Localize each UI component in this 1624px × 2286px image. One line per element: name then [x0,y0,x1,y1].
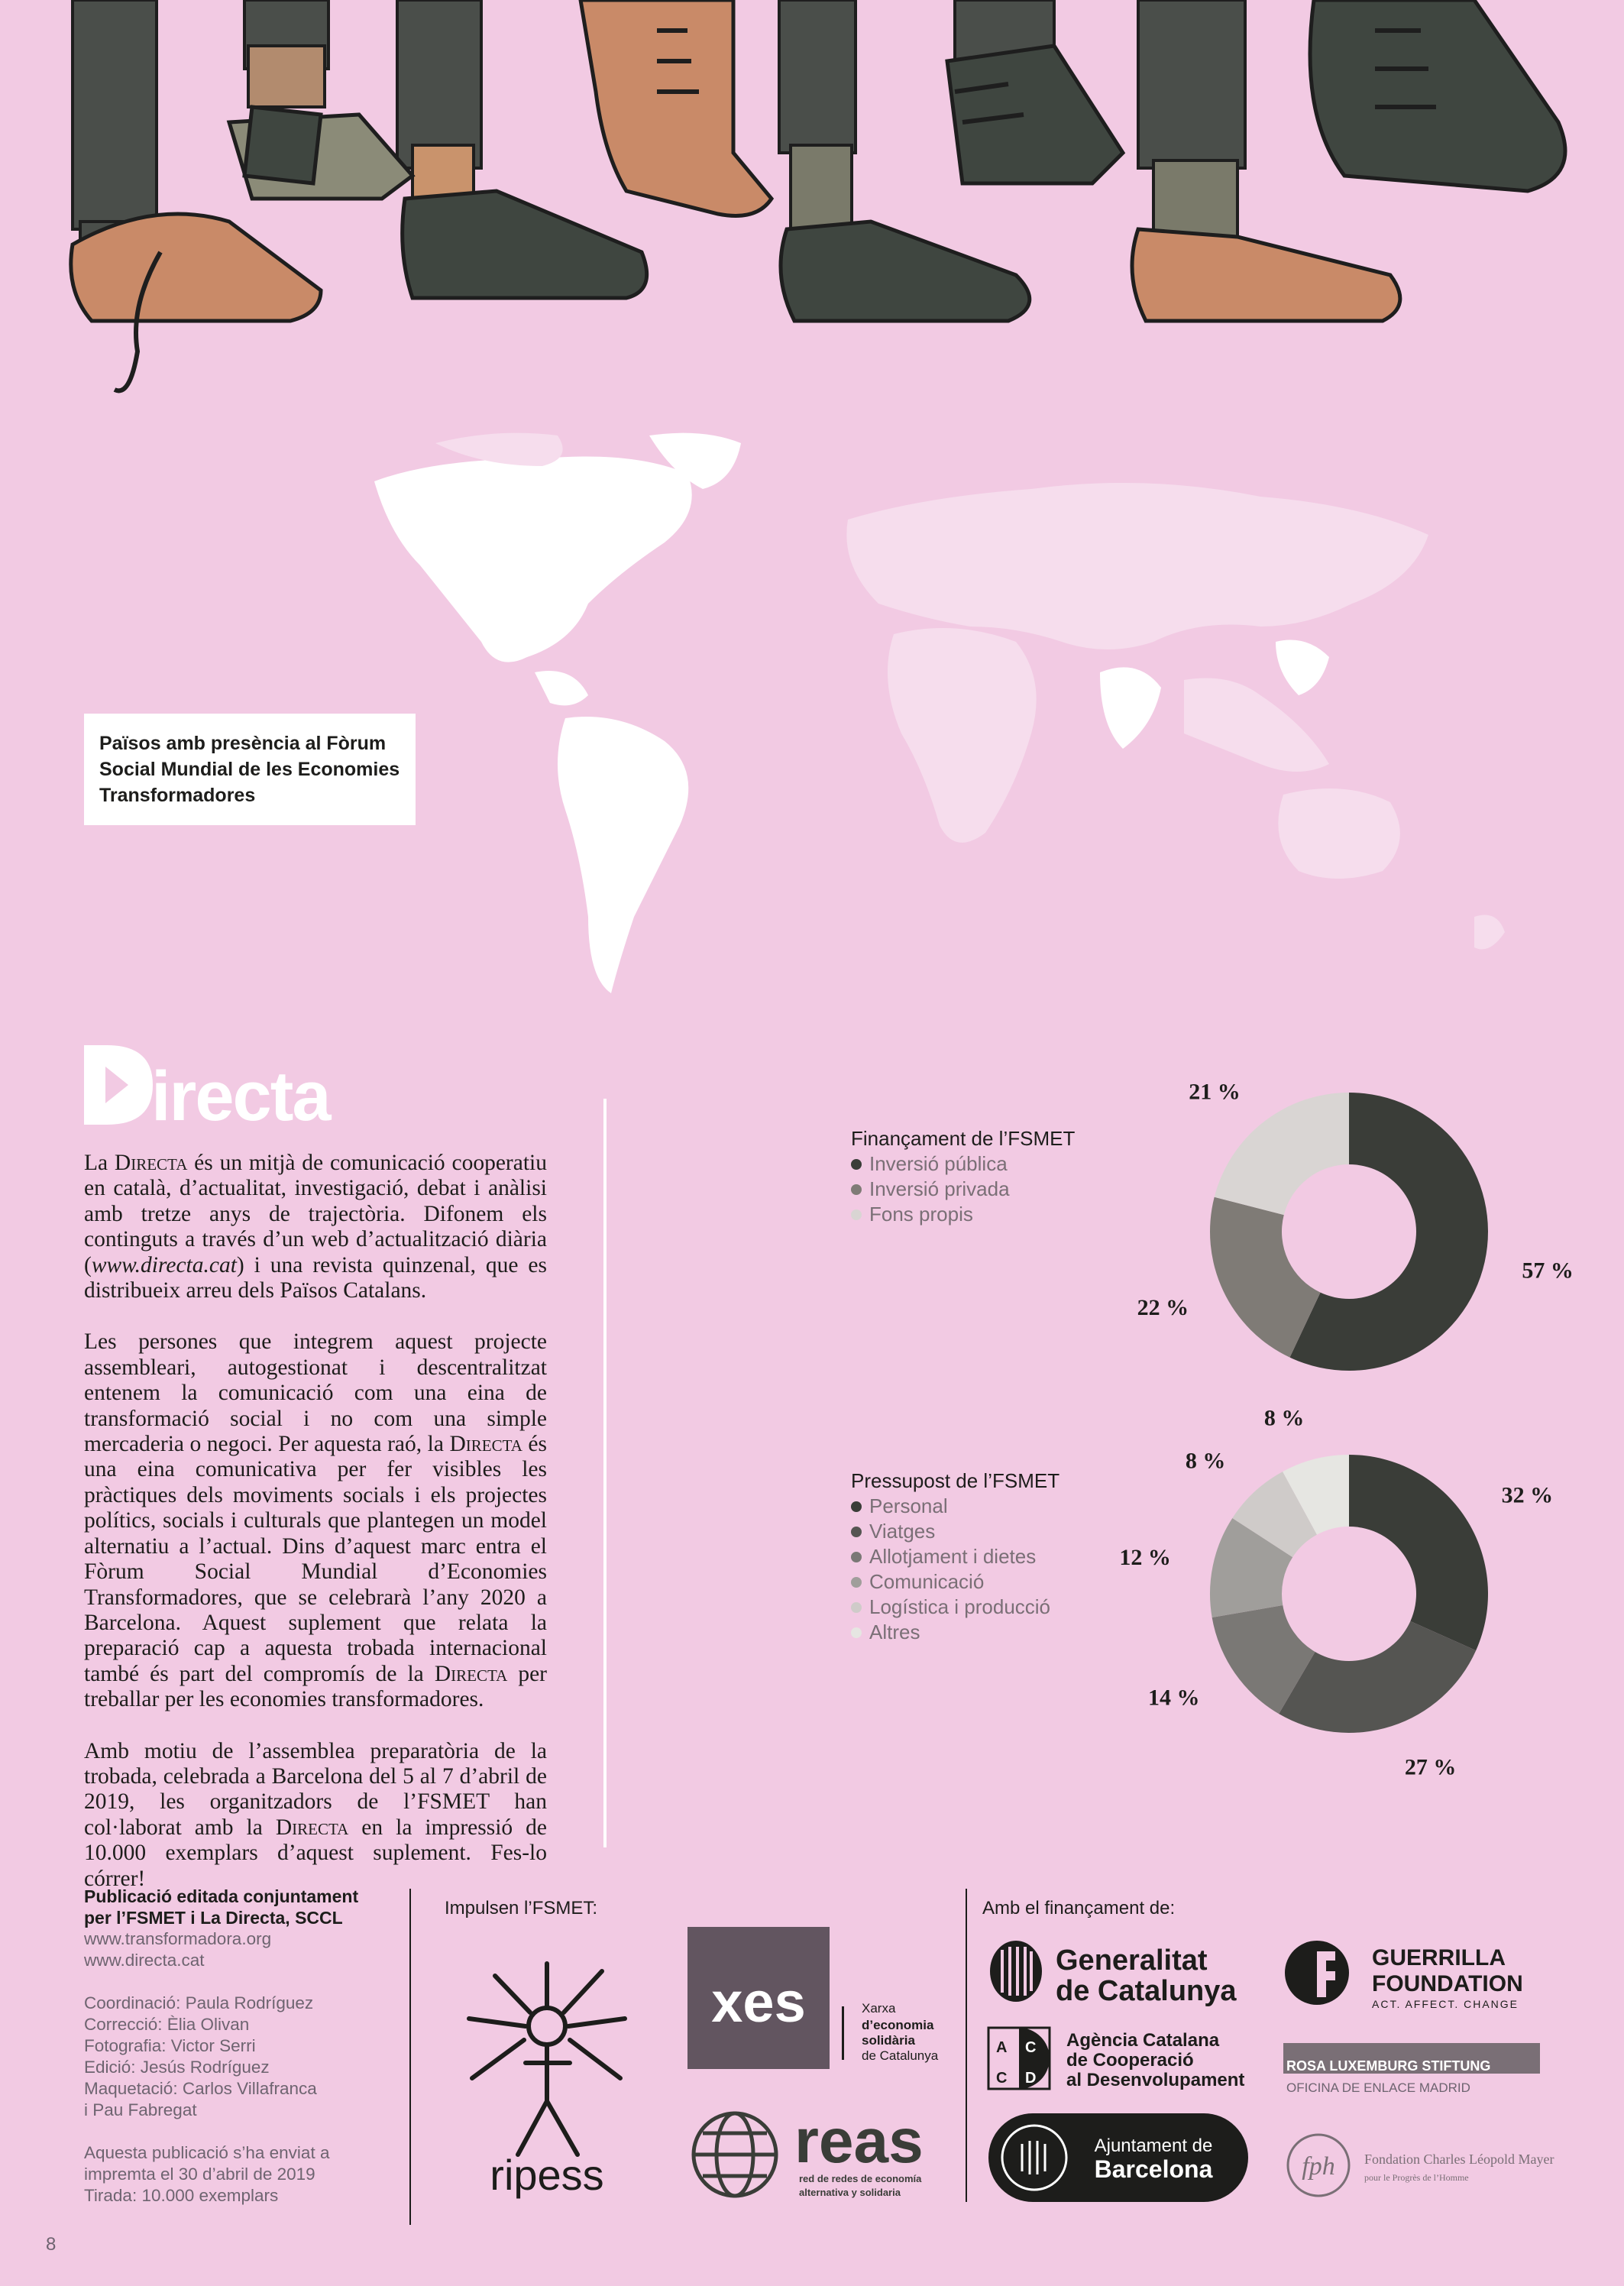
donut-label: 8 % [1263,1405,1305,1431]
budget-legend [851,1468,1059,1645]
legend-label: Personal [869,1494,948,1517]
published-line-1: Publicació editada conjuntament [84,1886,359,1906]
ajuntament-text: Barcelona [1094,2155,1213,2183]
xes-text-line: solidària [862,2033,915,2048]
legend-item [851,1151,1075,1177]
finan-label: Amb el finançament de: [982,1898,1176,1918]
accd-letter: D [1025,2070,1037,2087]
link-transformadora[interactable]: www.transformadora.org [84,1929,272,1948]
xes-text-line: d’economia [862,2018,934,2032]
fph-text: pour le Progrès de l’Homme [1364,2172,1469,2183]
fph-text: Fondation Charles Léopold Mayer [1364,2152,1554,2167]
legend-dot [851,1527,862,1537]
legend-label: Viatges [869,1520,936,1543]
legend-dot [851,1184,862,1195]
ajuntament-logo [988,2113,1248,2202]
link-directa[interactable]: www.directa.cat [84,1951,205,1970]
budget-donut-chart [1119,1405,1597,1780]
accd-text: Agència Catalana [1066,2030,1220,2051]
rosa-subtext: OFICINA DE ENLACE MADRID [1286,2080,1470,2095]
generalitat-text: de Catalunya [1056,1975,1237,2007]
directa-article [84,1151,547,1918]
legend-label: Logística i producció [869,1595,1051,1618]
legend-dot [851,1577,862,1588]
directa-logo-text: irecta [151,1057,330,1135]
credit-line: Coordinació: Paula Rodríguez [84,1993,314,2012]
legend-dot [851,1209,862,1220]
legend-dot [851,1501,862,1512]
guerrilla-logo [1283,1938,1543,2014]
legend-dot [851,1602,862,1613]
credit-line: Maquetació: Carlos Villafranca [84,2079,317,2098]
legend-dot [851,1552,862,1562]
accd-letter: C [1025,2039,1037,2056]
print-info-line: Aquesta publicació s’ha enviat a [84,2143,330,2162]
credit-line: Edició: Jesús Rodríguez [84,2058,270,2077]
legend-item [851,1494,1059,1519]
world-map [344,428,1551,1039]
generalitat-text: Generalitat [1056,1944,1208,1977]
column-divider [603,1099,607,1847]
legend-item [851,1569,1059,1595]
donut-slice-fons-propis [1215,1093,1349,1215]
published-line-2: per l’FSMET i La Directa, SCCL [84,1908,343,1928]
directa-logo-mark [84,1045,374,1135]
donut-slice-personal [1349,1455,1488,1650]
directa-logo [84,1045,374,1135]
article-paragraph-1: La Directa és un mitjà de comunicació cooperatiu en català, d’actualitat, investigació, debat i anàlisi amb tretze anys de trajectòria. Difonem els continguts a través d’un web d’actualització diària (www.directa.cat) i una revista quinzenal, que es distribueix arreu dels Països Catalans. [84,1151,547,1303]
accd-letter: A [996,2039,1008,2056]
page-number: 8 [46,2234,57,2255]
credit-line: Fotografia: Victor Serri [84,2036,256,2055]
donut-label: 27 % [1404,1754,1457,1780]
reas-text-line: red de redes de economía [799,2173,922,2184]
accd-text: al Desenvolupament [1066,2070,1245,2090]
xes-text-line: Xarxa [862,2001,896,2016]
legend-label: Allotjament i dietes [869,1545,1037,1568]
footer-divider-2 [966,1889,967,2202]
legend-dot [851,1159,862,1170]
publication-credits [84,1886,405,2207]
ajuntament-text: Ajuntament de [1094,2135,1213,2156]
donut-label: 14 % [1147,1685,1200,1711]
legend-item [851,1202,1075,1227]
article-paragraph-2: Les persones que integrem aquest projecte assembleari, autogestionat i descentralitzat entenem la comunicació com una eina de transformació social i no com una simple mercaderia o negoci. Per aquesta raó, la Directa és una eina comunicativa per fer visibles les pràctiques dels moviments socials i els projectes polítics, socials i culturals que plantegen un model alternatiu a l’actual. Dins d’aquest marc entra el Fòrum Social Mundial d’Economies Transformadores, que se celebrarà l’any 2020 a Barcelona. Aquest suplement que relata la preparació cap a aquesta trobada internacional també és part del compromís de la Directa per treballar per les economies transformadores. [84,1329,547,1712]
donut-label: 22 % [1137,1294,1189,1320]
budget-title: Pressupost de l’FSMET [851,1469,1060,1492]
legend-item [851,1620,1059,1645]
shoes-illustration [0,0,1624,413]
financing-title: Finançament de l’FSMET [851,1127,1076,1150]
ripess-logo-text: ripess [490,2151,604,2199]
donut-label: 21 % [1189,1079,1241,1105]
donut-label: 32 % [1501,1482,1554,1508]
xes-text-line: de Catalunya [862,2048,939,2063]
guerrilla-tagline: ACT. AFFECT. CHANGE [1372,1998,1519,2010]
fph-logo [1283,2129,1554,2202]
reas-text-line: alternativa y solidaria [799,2187,901,2198]
legend-label: Comunicació [869,1570,985,1593]
footer-divider-1 [409,1889,411,2225]
legend-dot [851,1627,862,1638]
donut-slice-viatges [1279,1621,1476,1733]
legend-item [851,1519,1059,1544]
rosa-luxemburg-logo [1283,2040,1543,2101]
article-paragraph-3: Amb motiu de l’assemblea preparatòria de la trobada, celebrada a Barcelona del 5 al 7 d’abril de 2019, les organitzadors de l’FSMET han col·laborat amb la Directa en la impressió de 10.000 exemplars d’aquest suplement. Fes-lo córrer! [84,1738,547,1891]
impulsen-label: Impulsen l’FSMET: [445,1898,598,1918]
directa-url[interactable]: www.directa.cat [91,1252,237,1277]
accd-logo [988,2028,1248,2097]
rosa-text: ROSA LUXEMBURG STIFTUNG [1286,2058,1491,2074]
ripess-logo [442,1933,652,2205]
legend-label: Inversió pública [869,1152,1008,1175]
legend-label: Fons propis [869,1203,973,1226]
reas-logo-mark: reas [794,2106,924,2176]
generalitat-logo [988,1938,1263,2006]
map-caption: Països amb presència al Fòrum Social Mundial de les Economies Transformadores [84,714,416,825]
credit-line: Correcció: Èlia Olivan [84,2015,250,2034]
reas-logo [687,2107,947,2202]
legend-item [851,1595,1059,1620]
donut-label: 12 % [1119,1545,1171,1571]
xes-logo [687,1927,947,2072]
legend-label: Altres [869,1621,920,1643]
fph-mark: fph [1302,2152,1335,2181]
credit-line: i Pau Fabregat [84,2100,197,2119]
guerrilla-text: FOUNDATION [1372,1971,1523,1996]
accd-text: de Cooperació [1066,2050,1194,2071]
donut-label: 57 % [1522,1258,1574,1284]
financing-donut-chart [1138,1070,1597,1406]
financing-legend [851,1126,1075,1227]
guerrilla-text: GUERRILLA [1372,1945,1506,1970]
xes-logo-mark: xes [711,1970,806,2034]
accd-letter: C [996,2070,1008,2087]
legend-label: Inversió privada [869,1177,1010,1200]
print-info-line: impremta el 30 d’abril de 2019 [84,2165,315,2184]
legend-item [851,1544,1059,1569]
legend-item [851,1177,1075,1202]
print-info-line: Tirada: 10.000 exemplars [84,2186,279,2205]
donut-label: 8 % [1185,1448,1226,1474]
